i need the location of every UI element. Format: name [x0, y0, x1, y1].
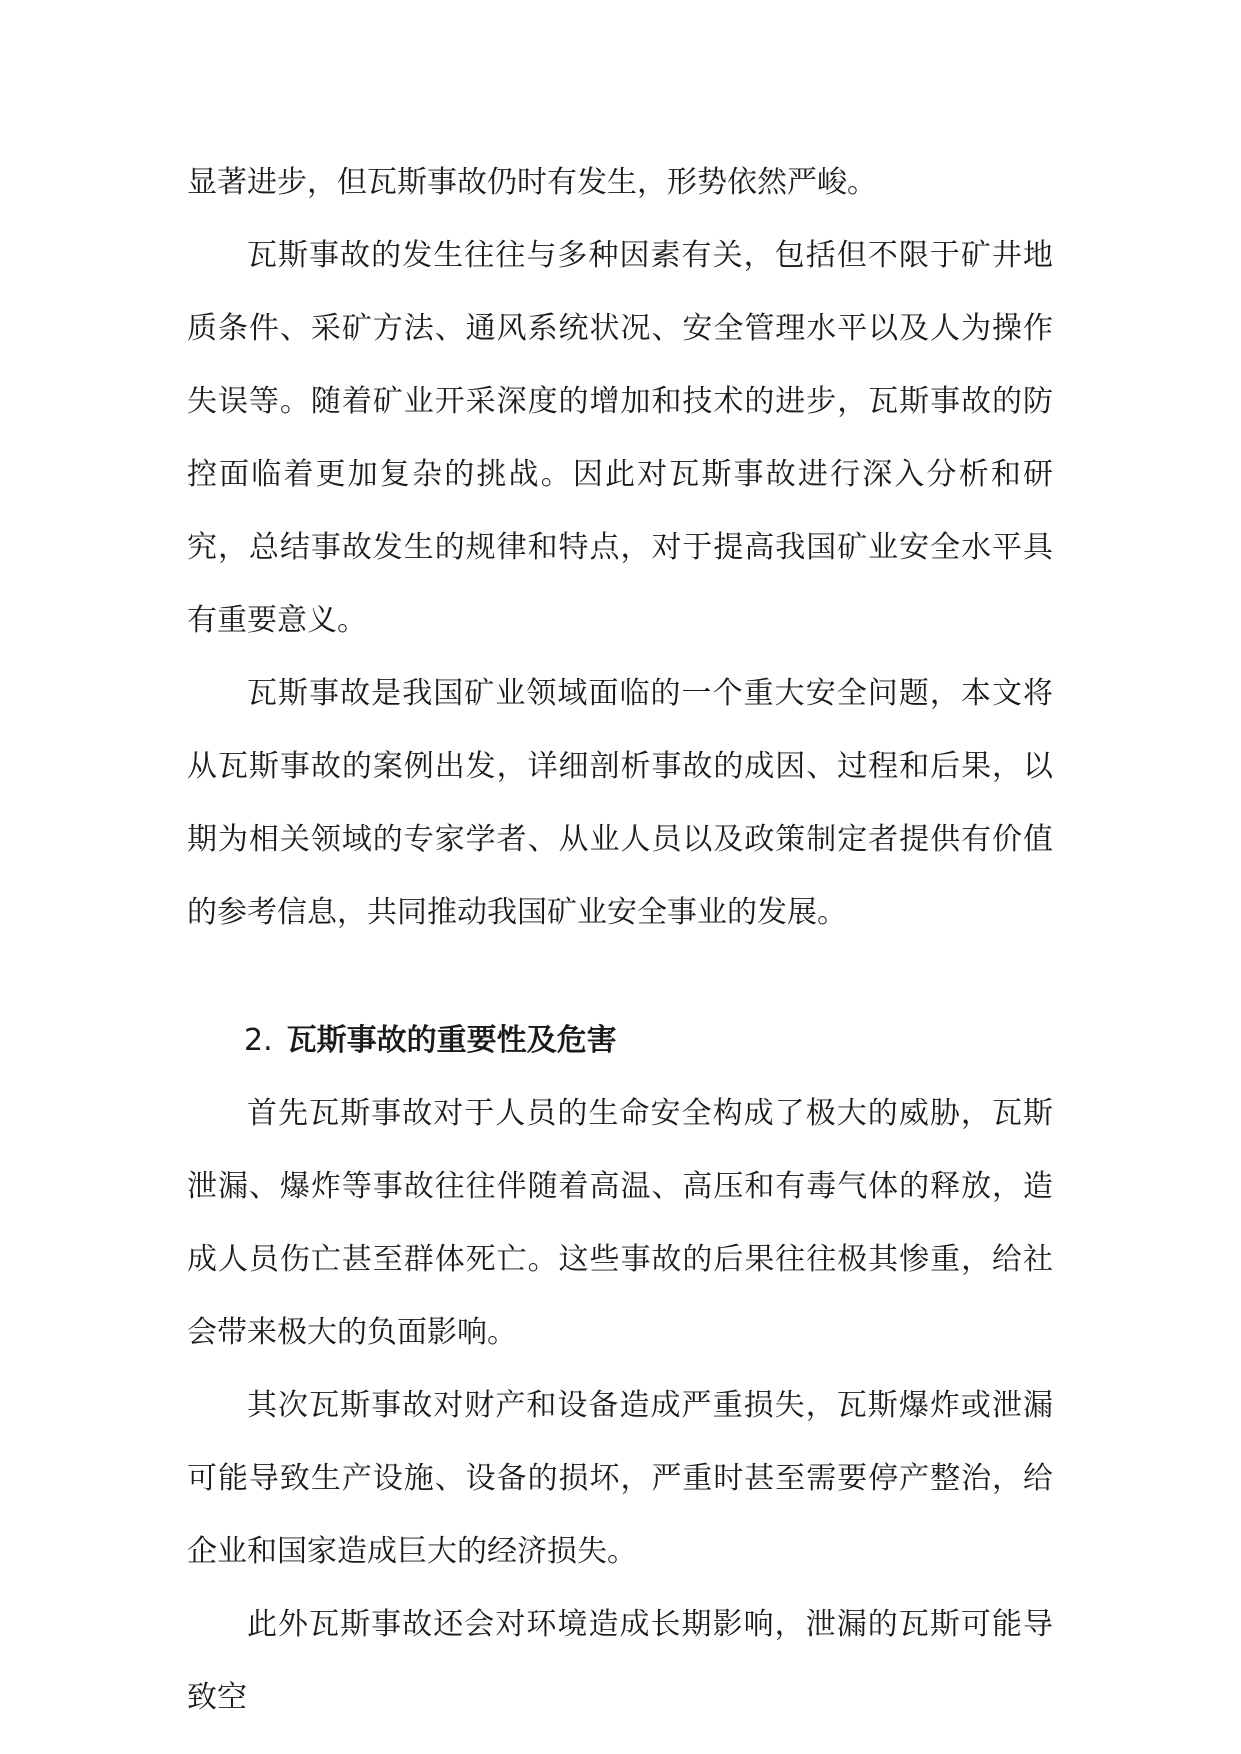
paragraph-continuation: 显著进步，但瓦斯事故仍时有发生，形势依然严峻。 — [187, 165, 877, 200]
paragraph-life-safety: 首先瓦斯事故对于人员的生命安全构成了极大的威胁，瓦斯泄漏、爆炸等事故往往伴随着高温、高压和有毒气体的释放，造成人员伤亡甚至群体死亡。这些事故的后果往往极其惨重，给社会带来极大的负面影响。 — [187, 1096, 1053, 1350]
paragraph-causes: 瓦斯事故的发生往往与多种因素有关，包括但不限于矿井地质条件、采矿方法、通风系统状况、安全管理水平以及人为操作失误等。随着矿业开采深度的增加和技术的进步，瓦斯事故的防控面临着更加复杂的挑战。因此对瓦斯事故进行深入分析和研究，总结事故发生的规律和特点，对于提高我国矿业安全水平具有重要意义。 — [187, 238, 1053, 638]
section-spacer — [187, 949, 1053, 1004]
document-body — [187, 146, 1053, 1734]
paragraph-property-loss: 其次瓦斯事故对财产和设备造成严重损失，瓦斯爆炸或泄漏可能导致生产设施、设备的损坏，严重时甚至需要停产整治，给企业和国家造成巨大的经济损失。 — [187, 1388, 1053, 1569]
section-heading — [187, 1004, 1053, 1077]
paragraph-environment: 此外瓦斯事故还会对环境造成长期影响，泄漏的瓦斯可能导致空 — [187, 1607, 1053, 1715]
section-number: 2. — [244, 1023, 273, 1058]
paragraph-purpose: 瓦斯事故是我国矿业领域面临的一个重大安全问题，本文将从瓦斯事故的案例出发，详细剖析事故的成因、过程和后果，以期为相关领域的专家学者、从业人员以及政策制定者提供有价值的参考信息，共同推动我国矿业安全事业的发展。 — [187, 676, 1053, 930]
section-title: 瓦斯事故的重要性及危害 — [286, 1023, 617, 1058]
